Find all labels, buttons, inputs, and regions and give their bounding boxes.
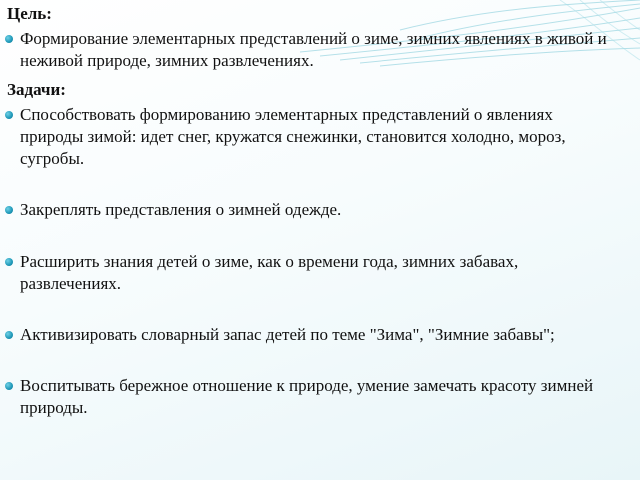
task-item-5 bbox=[20, 375, 615, 419]
bullet-icon bbox=[5, 258, 13, 266]
task-item-text: Расширить знания детей о зиме, как о времени года, зимних забавах, развлечениях. bbox=[20, 252, 519, 293]
task-item-text: Воспитывать бережное отношение к природе, умение замечать красоту зимней природы. bbox=[20, 376, 594, 417]
task-item-text: Способствовать формированию элементарных представлений о явлениях природы зимой: идет снег, кружатся снежинки, становится холодно, мороз, сугробы. bbox=[20, 105, 566, 168]
goal-item bbox=[20, 28, 615, 72]
task-item-4 bbox=[20, 324, 615, 346]
bullet-icon bbox=[5, 111, 13, 119]
task-item-1 bbox=[20, 104, 615, 170]
task-item-3 bbox=[20, 251, 615, 295]
goal-item-text: Формирование элементарных представлений о зиме, зимних явлениях в живой и неживой природе, зимних развлечениях. bbox=[20, 29, 607, 70]
task-item-text: Активизировать словарный запас детей по теме "Зима", "Зимние забавы"; bbox=[20, 325, 555, 344]
tasks-heading: Задачи: bbox=[7, 80, 66, 99]
task-item-2 bbox=[20, 199, 615, 221]
bullet-icon bbox=[5, 331, 13, 339]
bullet-icon bbox=[5, 35, 13, 43]
bullet-icon bbox=[5, 206, 13, 214]
bullet-icon bbox=[5, 382, 13, 390]
task-item-text: Закреплять представления о зимней одежде. bbox=[20, 200, 342, 219]
goal-heading: Цель: bbox=[7, 4, 52, 23]
